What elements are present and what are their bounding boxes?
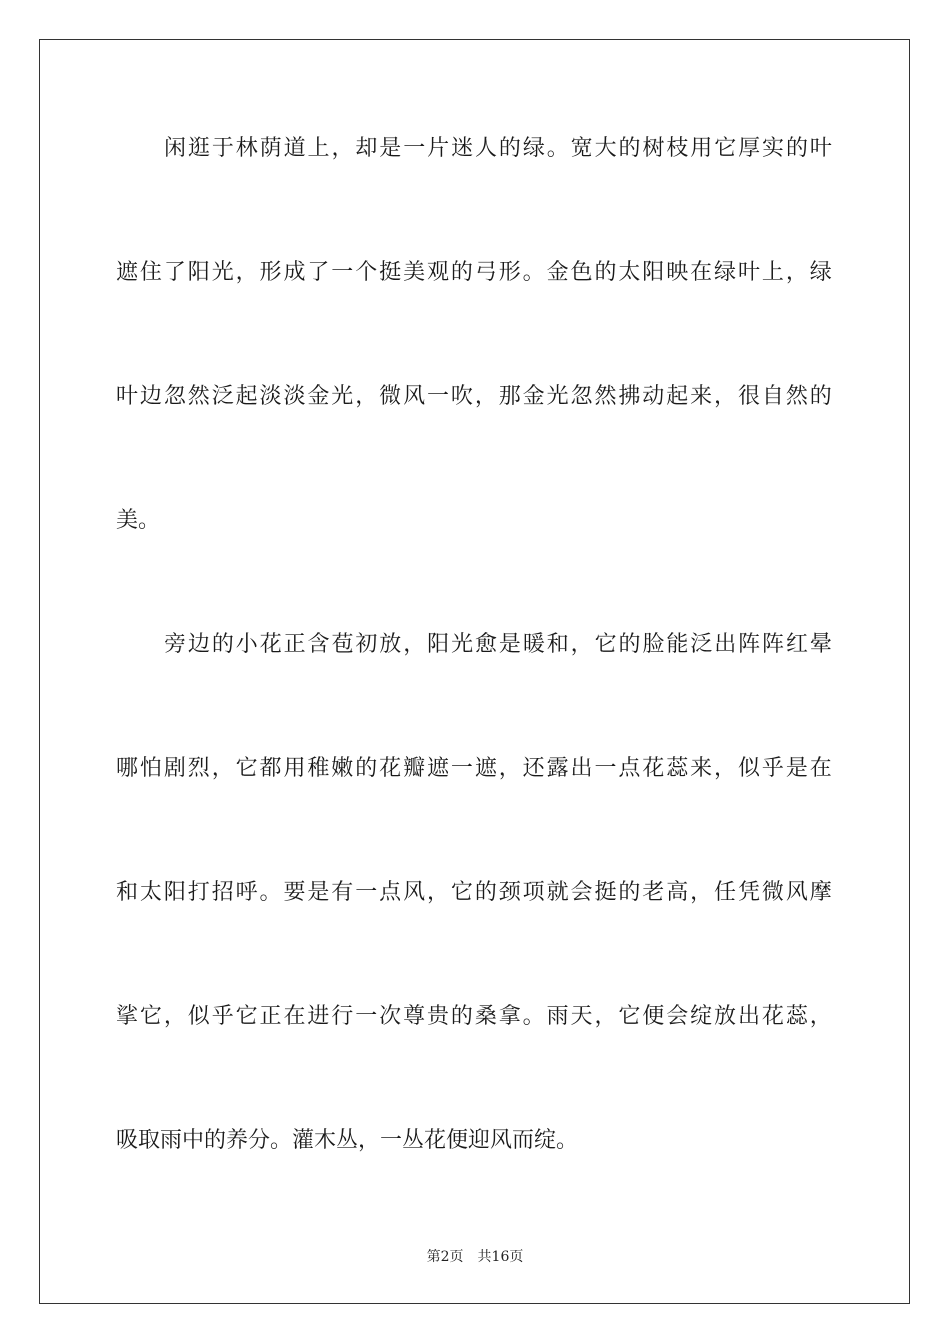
paragraph-1-line-1: 闲 逛 于 林 荫 道 上 ， 却 是 一 片 迷 人 的 绿 。 宽 大 的 树 枝 用 它 厚 实 的 叶 (164, 136, 832, 161)
paragraph-1-line-3: 叶 边 忽 然 泛 起 淡 淡 金 光 ， 微 风 一 吹 ， 那 金 光 忽 然 拂 动 起 来 ， 很 自 然 的 (116, 384, 832, 409)
paragraph-2-line-1: 旁 边 的 小 花 正 含 苞 初 放 ， 阳 光 愈 是 暖 和 ， 它 的 脸 能 泛 出 阵 阵 红 晕 (164, 632, 832, 657)
paragraph-2-line-2: 哪 怕 剧 烈 ， 它 都 用 稚 嫩 的 花 瓣 遮 一 遮 ， 还 露 出 一 点 花 蕊 来 ， 似 乎 是 在 (116, 756, 832, 781)
page-border (39, 39, 910, 1304)
page-total: 共16页 (477, 1249, 524, 1265)
paragraph-2-line-5: 吸取雨中的养分。灌木丛，一丛花便迎风而绽。 (116, 1128, 579, 1153)
paragraph-1-line-4: 美。 (116, 508, 161, 533)
paragraph-2-line-4: 挲 它 ， 似 乎 它 正 在 进 行 一 次 尊 贵 的 桑 拿 。 雨 天 ， 它 便 会 绽 放 出 花 蕊 ， (116, 1004, 832, 1029)
paragraph-1-line-2: 遮 住 了 阳 光 ， 形 成 了 一 个 挺 美 观 的 弓 形 。 金 色 的 太 阳 映 在 绿 叶 上 ， 绿 (116, 260, 832, 285)
paragraph-2-line-3: 和 太 阳 打 招 呼 。 要 是 有 一 点 风 ， 它 的 颈 项 就 会 挺 的 老 高 ， 任 凭 微 风 摩 (116, 880, 832, 905)
page-number: 第2页 (426, 1249, 464, 1265)
page-footer (0, 1248, 950, 1266)
